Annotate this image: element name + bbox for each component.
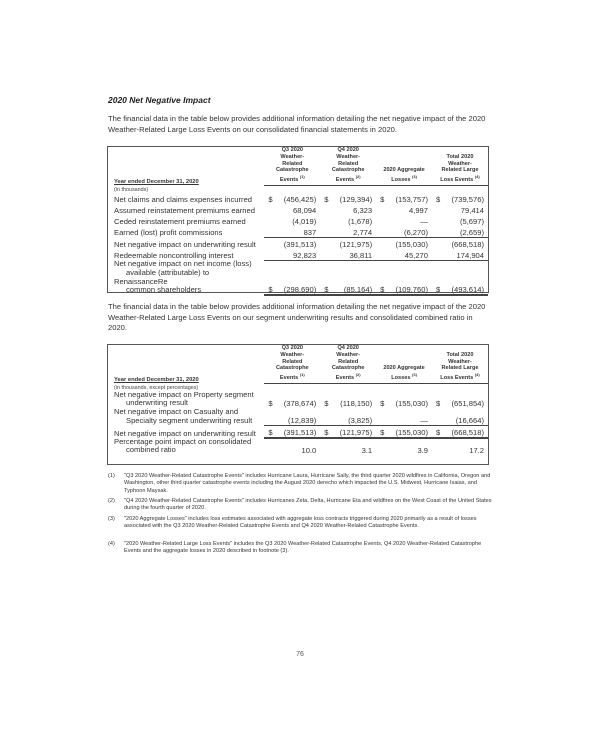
footnote-1: (1) "Q3 2020 Weather-Related Catastrophe Events" includes Hurricane Laura, Hurricane Sally, the third quarter 2020 wildfires in California, Oregon and Washington, other third quarter catastrophe events including the August 2020 derecho which impacted the U.S. Midwest, Hurricane Isaias, and Typhoon Maysak.: [108, 473, 491, 494]
page-number: 76: [296, 651, 304, 658]
col-header-aggregate: 2020 Aggregate Losses $^{(3)}$: [376, 147, 432, 185]
col-header-total: Total 2020 Weather- Related Large Loss Events $^{(4)}$: [432, 147, 488, 185]
unit-note: (in thousands): [114, 186, 149, 193]
table-row: Assumed reinstatement premiums earned 68,094 6,323 4,997 79,414: [114, 205, 484, 215]
footnote-4: (4) "2020 Weather-Related Large Loss Events" includes the Q3 2020 Weather-Related Catastrophe Events, Q4 2020 Weather-Related Catastrophe Events and the aggregate losses in 2020 described in footnote (3).: [108, 541, 482, 555]
table-row: Earned (lost) profit commissions 837 2,774 (6,270) (2,659): [108, 226, 488, 238]
col-header-q4: Q4 2020 Weather- Related Catastrophe Events $^{(2)}$: [320, 345, 376, 383]
table-row: Ceded reinstatement premiums earned (4,019) (1,678) — (5,697): [114, 216, 484, 226]
table-header-row: [108, 345, 488, 383]
col-header-total: Total 2020 Weather- Related Large Loss Events $^{(4)}$: [432, 345, 488, 383]
footnote-2: (2) "Q4 2020 Weather-Related Catastrophe Events" includes Hurricanes Zeta, Delta, Hurricane Eta and wildfires on the West Coast of the United States during the fourth quarter of 2020.: [108, 498, 492, 512]
table-row: Net negative impact on Property segment underwriting result $ (378,674) $ (118,150) $ (155,030) $ (651,854): [114, 389, 484, 409]
table-row: Net negative impact on underwriting result (391,513) (121,975) (155,030) (668,518): [114, 239, 484, 249]
table-header-row: [108, 147, 488, 185]
col-header-aggregate: 2020 Aggregate Losses $^{(3)}$: [376, 345, 432, 383]
section-title: 2020 Net Negative Impact: [108, 95, 211, 105]
table-row: Net negative impact on underwriting result $ (391,513) $ (121,975) $ (155,030) $ (668,518): [108, 425, 488, 438]
consolidated-impact-table: [107, 146, 489, 293]
table-row: Redeemable noncontrolling interest 92,823 36,811 45,270 174,904: [108, 249, 488, 261]
table-row: Net negative impact on net income (loss) available (attributable) to RenaissanceRe common shareholders $ (298,690) $ (85,164) $ (109,760) $ (493,614): [108, 260, 488, 294]
col-header-q4: Q4 2020 Weather- Related Catastrophe Events $^{(2)}$: [320, 147, 376, 185]
intro-paragraph-2: The financial data in the table below provides additional information detailing the net negative impact of the 2020 Weather-Related Large Loss Events on our segment underwriting results and consolidated combined ratio in 2020.: [108, 302, 486, 332]
table-row: Net claims and claims expenses incurred $ (456,425) $ (129,394) $ (153,757) $ (739,576): [114, 194, 484, 204]
segment-impact-table: [107, 344, 489, 465]
unit-note: (in thousands, except percentages): [114, 384, 199, 391]
year-label: Year ended December 31, 2020: [114, 178, 199, 185]
col-header-q3: Q3 2020 Weather- Related Catastrophe Events $^{(1)}$: [264, 345, 320, 383]
footnote-3: (3) "2020 Aggregate Losses" includes loss estimates associated with aggregate loss contracts triggered during 2020 primarily as a result of losses associated with the Q3 2020 Weather-Related Catastrophe Events and Q4 2020 Weather-Related Catastrophe Events.: [108, 516, 477, 530]
table-row: Net negative impact on Casualty and Specialty segment underwriting result (12,839) (3,825) — (16,664): [108, 408, 488, 425]
col-header-q3: Q3 2020 Weather- Related Catastrophe Events $^{(1)}$: [264, 147, 320, 185]
intro-paragraph-1: The financial data in the table below provides additional information detailing the net negative impact of the 2020 Weather-Related Large Loss Events on our consolidated financial statements in 2020.: [108, 114, 486, 134]
year-label: Year ended December 31, 2020: [114, 376, 199, 383]
table-row: Percentage point impact on consolidated combined ratio 10.0 3.1 3.9 17.2: [114, 436, 484, 455]
